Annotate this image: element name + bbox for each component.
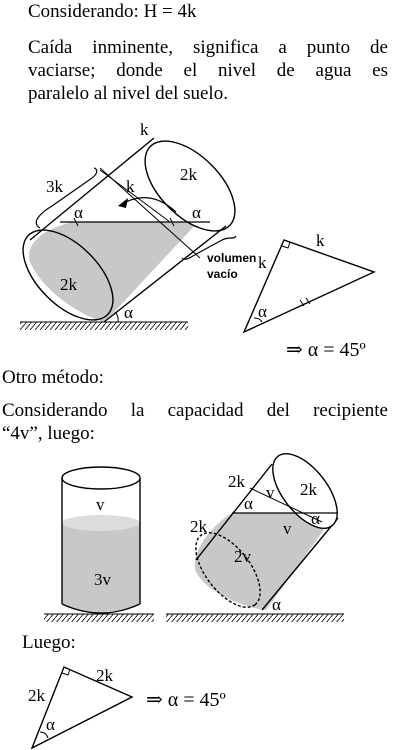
result-alpha-45-2: ⇒ α = 45º [146, 689, 226, 711]
label-3k: 3k [46, 177, 63, 196]
right-triangle-figure [244, 231, 374, 361]
label-k-top: k [140, 120, 149, 139]
label-v-a: v [266, 483, 275, 502]
water-region [29, 222, 198, 322]
upright-cylinder-figure [44, 467, 154, 622]
label-2k-c: 2k [190, 517, 207, 536]
label-alpha-left: α [74, 203, 83, 222]
label-v-b: v [283, 519, 292, 538]
paragraph-line: Caída inminente, significa a punto de [28, 37, 388, 58]
triangle-label-k-left: k [258, 253, 267, 272]
result-alpha-45: ⇒ α = 45º [286, 339, 366, 361]
paragraph-line: “4v”, luego: [2, 423, 95, 444]
label-volumen: volumen [207, 251, 257, 265]
label-2k-top-small: 2k [96, 666, 113, 685]
label-2v: 2v [234, 547, 251, 566]
paragraph-line: vaciarse; donde el nivel de agua es [28, 60, 388, 81]
ground-hatch [20, 322, 188, 330]
label-alpha-a: α [244, 494, 253, 513]
luego-heading: Luego: [22, 632, 76, 653]
tilted-cylinder-figure-2 [166, 443, 349, 622]
label-alpha-b: α [311, 509, 320, 528]
label-alpha-small: α [46, 715, 55, 734]
label-2k-a: 2k [228, 472, 245, 491]
label-2k-b: 2k [300, 480, 317, 499]
capacity-paragraph [2, 399, 388, 445]
label-2k-bottom: 2k [60, 275, 77, 294]
label-vacio: vacío [207, 267, 238, 281]
water-3v [62, 517, 140, 612]
label-v: v [96, 495, 105, 514]
small-triangle-figure [28, 666, 226, 748]
label-alpha-ground-2: α [272, 595, 281, 614]
given-statement: Considerando: H = 4k [28, 1, 197, 22]
label-3v: 3v [94, 570, 111, 589]
label-2k-top-ellipse: 2k [180, 165, 197, 184]
section-heading-otro-metodo: Otro método: [2, 367, 104, 388]
triangle-label-k-top: k [316, 231, 325, 250]
label-k-inner: k [126, 177, 135, 196]
paragraph-line: paralelo al nivel del suelo. [28, 83, 228, 104]
label-alpha-ground: α [124, 303, 133, 322]
label-alpha-right: α [192, 203, 201, 222]
paragraph-line: Considerando la capacidad del recipiente [2, 400, 388, 421]
label-2k-left-small: 2k [28, 686, 45, 705]
triangle-label-alpha: α [258, 302, 267, 321]
